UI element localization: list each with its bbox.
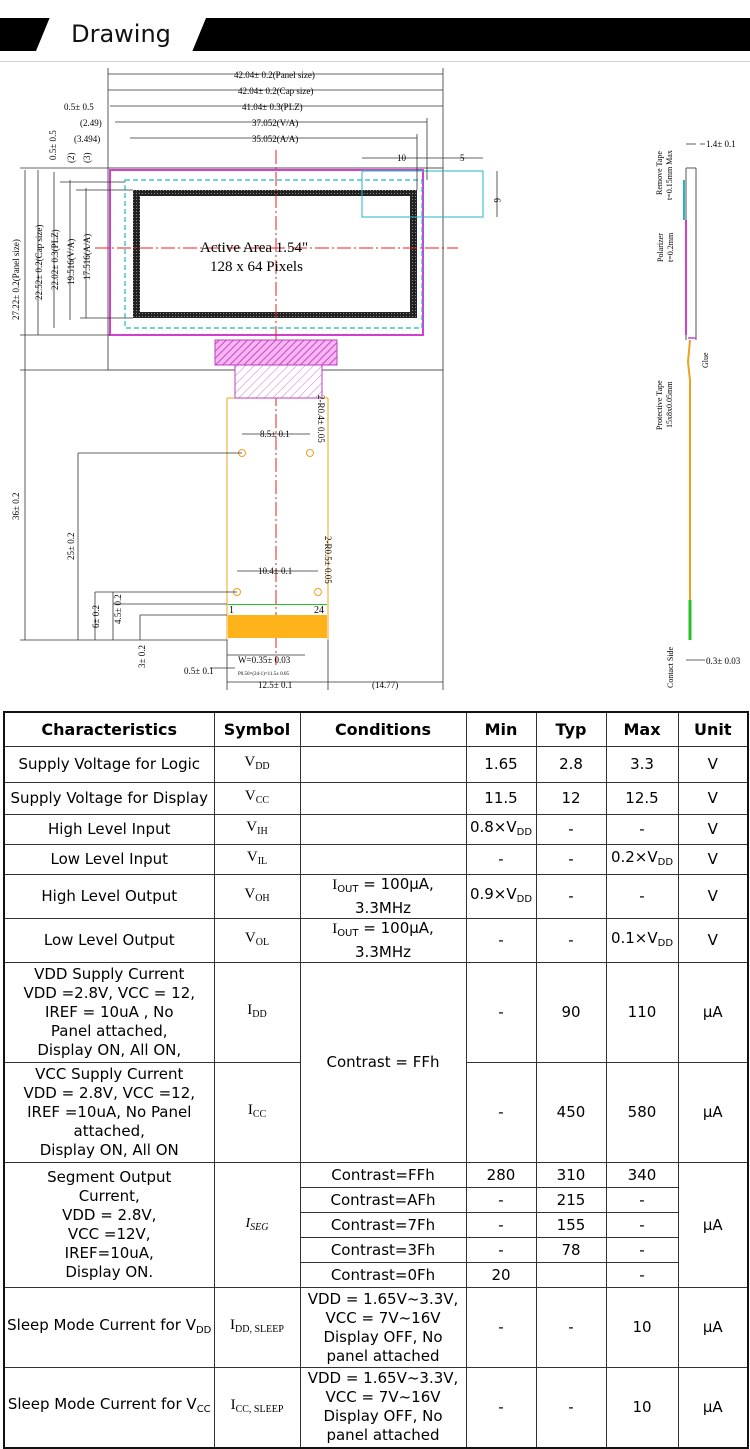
dim-h-plz: 22.02± 0.3(PLZ) (50, 229, 60, 290)
dim-plz-w: 41.04± 0.3(PLZ) (242, 102, 303, 112)
unit-cell: V (678, 919, 748, 963)
table-row (4, 845, 748, 875)
max-cell: 3.3 (606, 747, 678, 783)
dim-h-3: 3± 0.2 (137, 645, 147, 668)
symbol-cell: $I_{CC, SLEEP}$ (214, 1368, 300, 1448)
cond-cell: VDD = 1.65V~3.3V, VCC = 7V~16V Display OFF, No panel attached (300, 1368, 466, 1448)
dim-6: 6 (492, 198, 502, 203)
typ-cell: 12 (536, 783, 606, 815)
dim-h-45: 4.5± 0.2 (113, 594, 123, 624)
symbol-cell: $V_{OH}$ (214, 875, 300, 919)
symbol-cell: $I_{CC}$ (214, 1063, 300, 1163)
typ-cell: 90 (536, 963, 606, 1063)
table-row (4, 875, 748, 919)
page-title: Drawing (71, 20, 171, 48)
char-cell: VCC Supply Current VDD = 2.8V, VCC =12, IREF =10uA, No Panel attached, Display ON, All ON (4, 1063, 214, 1163)
symbol-cell: $V_{OL}$ (214, 919, 300, 963)
table-row (4, 1368, 748, 1448)
cond-cell: $I_{OUT} = 100\mu A$, 3.3MHz (300, 919, 466, 963)
dim-h-va: 19.516(V/A) (66, 238, 76, 285)
max-cell: - (606, 1263, 678, 1288)
active-area-label: Active Area 1.54" (200, 240, 309, 256)
typ-cell: - (536, 919, 606, 963)
dim-h-6: 6± 0.2 (91, 605, 101, 628)
unit-cell: µA (678, 1163, 748, 1288)
protective-tape-size: 15x8x0.05mm (665, 381, 674, 428)
table-row (4, 783, 748, 815)
dim-v-05: 0.5± 0.5 (48, 130, 58, 160)
col-header: Characteristics (4, 712, 214, 747)
col-header: Conditions (300, 712, 466, 747)
min-cell: - (466, 1063, 536, 1163)
typ-cell: 78 (536, 1238, 606, 1263)
fpc-green-line (228, 604, 327, 605)
min-cell: - (466, 1213, 536, 1238)
min-cell: 280 (466, 1163, 536, 1188)
table-row (4, 919, 748, 963)
dim-w-125: 12.5± 0.1 (258, 680, 293, 690)
dim-va-w: 37.052(V/A) (252, 118, 299, 128)
unit-cell: V (678, 815, 748, 845)
unit-cell: V (678, 747, 748, 783)
symbol-cell: $V_{IH}$ (214, 815, 300, 845)
char-cell: Supply Voltage for Display (4, 783, 214, 815)
unit-cell: µA (678, 963, 748, 1063)
contact-side-label: Contact Side (666, 646, 675, 688)
min-cell: $0.9\times V_{DD}$ (466, 875, 536, 919)
symbol-cell: $I_{SEG}$ (214, 1163, 300, 1288)
fpc-hole (307, 450, 314, 457)
dim-w-pitch: W=0.35± 0.03 (238, 655, 291, 665)
max-cell: - (606, 1188, 678, 1213)
char-cell: Low Level Output (4, 919, 214, 963)
protective-tape-label: Protective Tape (655, 380, 664, 430)
remove-tape-label: Remove Tape (655, 151, 664, 195)
fpc-contacts (228, 615, 327, 638)
typ-cell (536, 1263, 606, 1288)
dim-v-3: (3) (82, 152, 92, 163)
dim-r04: 2-R0.4± 0.05 (316, 395, 326, 443)
side-view (684, 144, 705, 660)
pixels-label: 128 x 64 Pixels (210, 259, 303, 275)
dim-h-panel: 27.22± 0.2(Panel size) (11, 239, 21, 320)
typ-cell: - (536, 815, 606, 845)
table-row (4, 1163, 748, 1188)
table-row (4, 747, 748, 783)
typ-cell: 450 (536, 1063, 606, 1163)
fpc-hole (315, 589, 322, 596)
max-cell: 110 (606, 963, 678, 1063)
dim-off-051: 0.5± 0.1 (184, 666, 214, 676)
unit-cell: V (678, 845, 748, 875)
dim-h-aa: 17.516(A/A) (82, 233, 92, 280)
min-cell: - (466, 1188, 536, 1213)
cond-cell: Contrast=3Fh (300, 1238, 466, 1263)
char-cell: Low Level Input (4, 845, 214, 875)
max-cell: - (606, 1213, 678, 1238)
min-cell: - (466, 919, 536, 963)
dim-h-cap: 22.52± 0.2(Cap size) (34, 224, 44, 300)
symbol-cell: $V_{IL}$ (214, 845, 300, 875)
symbol-cell: $I_{DD, SLEEP}$ (214, 1288, 300, 1368)
min-cell: 1.65 (466, 747, 536, 783)
polarizer-label: Polarizer (656, 233, 665, 262)
char-cell: High Level Output (4, 875, 214, 919)
pin-24-label: 24 (314, 605, 324, 616)
min-cell: - (466, 963, 536, 1063)
dim-off-3494: (3.494) (74, 134, 101, 144)
symbol-cell: $V_{CC}$ (214, 783, 300, 815)
max-cell: 10 (606, 1288, 678, 1368)
max-cell: - (606, 1238, 678, 1263)
typ-cell: - (536, 845, 606, 875)
dim-5: 5 (460, 153, 465, 163)
symbol-cell: $I_{DD}$ (214, 963, 300, 1063)
min-cell: - (466, 845, 536, 875)
glue-label: Glue (701, 352, 710, 368)
typ-cell: 155 (536, 1213, 606, 1238)
cond-cell-shared: Contrast = FFh (300, 963, 466, 1163)
max-cell: 10 (606, 1368, 678, 1448)
unit-cell: V (678, 783, 748, 815)
dim-10: 10 (397, 153, 406, 163)
typ-cell: - (536, 1288, 606, 1368)
fpc-hatch-neck (235, 365, 322, 398)
table-row (4, 815, 748, 845)
cond-cell (300, 845, 466, 875)
cond-cell: Contrast=7Fh (300, 1213, 466, 1238)
dim-r05: 2-R0.5± 0.05 (323, 536, 333, 584)
dim-off-249: (2.49) (80, 118, 102, 128)
mechanical-drawing (0, 62, 750, 702)
max-cell: $0.1\times V_{DD}$ (606, 919, 678, 963)
min-cell: - (466, 1288, 536, 1368)
dim-fpc-104: 10.4± 0.1 (258, 566, 293, 576)
table-header-row (4, 712, 748, 747)
dim-fpc-85: 8.5± 0.1 (260, 429, 290, 439)
typ-cell: 2.8 (536, 747, 606, 783)
polarizer-t: t=0.2mm (666, 232, 675, 262)
cond-cell (300, 747, 466, 783)
dim-h-25: 25± 0.2 (66, 532, 76, 560)
max-cell: 580 (606, 1063, 678, 1163)
char-cell: Sleep Mode Current for $V_{DD}$ (4, 1288, 214, 1368)
table-row (4, 963, 748, 1063)
typ-cell: 310 (536, 1163, 606, 1188)
dim-cap-w: 42.04± 0.2(Cap size) (238, 86, 314, 96)
unit-cell: V (678, 875, 748, 919)
thick-03: 0.3± 0.03 (706, 656, 741, 666)
min-cell: $0.8\times V_{DD}$ (466, 815, 536, 845)
unit-cell: µA (678, 1288, 748, 1368)
char-cell: VDD Supply Current VDD =2.8V, VCC = 12, IREF = 10uA , No Panel attached, Display ON, All ON, (4, 963, 214, 1063)
max-cell: 12.5 (606, 783, 678, 815)
cond-cell: Contrast=FFh (300, 1163, 466, 1188)
cond-cell: $I_{OUT} = 100\mu A$, 3.3MHz (300, 875, 466, 919)
col-header: Max (606, 712, 678, 747)
min-cell: - (466, 1368, 536, 1448)
thick-14: 1.4± 0.1 (706, 139, 736, 149)
remove-tape-t: t=0.15mm Max (665, 150, 674, 200)
dim-panel-w: 42.04± 0.2(Panel size) (234, 70, 315, 80)
typ-cell: 215 (536, 1188, 606, 1213)
dim-v-2: (2) (66, 152, 76, 163)
char-cell: High Level Input (4, 815, 214, 845)
max-cell: $0.2\times V_{DD}$ (606, 845, 678, 875)
cond-cell: Contrast=AFh (300, 1188, 466, 1213)
char-cell: Sleep Mode Current for $V_{CC}$ (4, 1368, 214, 1448)
min-cell: 11.5 (466, 783, 536, 815)
dim-off-05: 0.5± 0.5 (64, 102, 94, 112)
unit-cell: µA (678, 1368, 748, 1448)
cond-cell (300, 783, 466, 815)
min-cell: 20 (466, 1263, 536, 1288)
typ-cell: - (536, 1368, 606, 1448)
symbol-cell: $V_{DD}$ (214, 747, 300, 783)
cond-cell: VDD = 1.65V~3.3V, VCC = 7V~16V Display OFF, No panel attached (300, 1288, 466, 1368)
char-cell: Supply Voltage for Logic (4, 747, 214, 783)
max-cell: 340 (606, 1163, 678, 1188)
col-header: Unit (678, 712, 748, 747)
col-header: Typ (536, 712, 606, 747)
unit-cell: µA (678, 1063, 748, 1163)
cond-cell: Contrast=0Fh (300, 1263, 466, 1288)
spec-table (3, 711, 749, 1449)
col-header: Symbol (214, 712, 300, 747)
fpc-hatch-top (215, 340, 337, 365)
max-cell: - (606, 875, 678, 919)
table-row (4, 1288, 748, 1368)
dim-pitch-small: P0.50×(24-1)=11.5± 0.05 (238, 672, 289, 677)
dim-aa-w: 35.052(A/A) (252, 134, 299, 144)
cond-cell (300, 815, 466, 845)
col-header: Min (466, 712, 536, 747)
char-cell: Segment Output Current, VDD = 2.8V, VCC =12V, IREF=10uA, Display ON. (4, 1163, 214, 1288)
max-cell: - (606, 815, 678, 845)
pin-1-label: 1 (229, 605, 234, 616)
typ-cell: - (536, 875, 606, 919)
min-cell: - (466, 1238, 536, 1263)
dim-w-1477: (14.77) (372, 680, 399, 690)
dim-h-36: 36± 0.2 (11, 492, 21, 520)
